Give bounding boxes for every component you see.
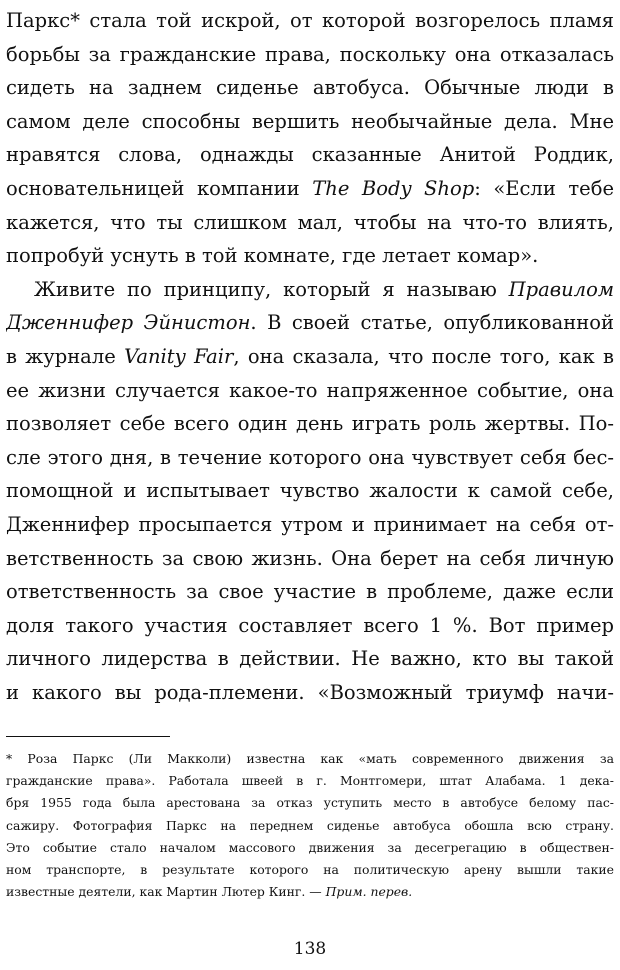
text-line: нравятся слова, однажды сказанные Анитой Роддик, [6, 143, 614, 167]
footnote-line: сажиру. Фотография Паркс на переднем сиденье автобуса обошла всю страну. [6, 817, 614, 833]
text-line: в журнале Vanity Fair, она сказала, что после того, как в [6, 344, 614, 368]
footnote-line: бря 1955 года была арестована за отказ уступить место в автобусе белому пас- [6, 795, 614, 811]
footnote-line: ном транспорте, в результате которого на политическую арену вышли такие [6, 861, 614, 877]
text-line: борьбы за гражданские права, поскольку она отказалась [6, 42, 614, 66]
text-line: Паркс* стала той искрой, от которой возгорелось пламя [6, 9, 614, 32]
footnote-divider [6, 736, 170, 737]
text-line: позволяет себе всего один день играть роль жертвы. По- [6, 412, 614, 436]
rule-name: Правилом [508, 277, 614, 301]
text-line: Живите по принципу, который я называю Правилом [34, 277, 614, 301]
text-line: ответственность за свое участие в проблеме, даже если [6, 580, 614, 604]
rule-name: Дженнифер Эйнистон [6, 311, 251, 335]
text-line: Дженнифер просыпается утром и принимает на себя от- [6, 512, 614, 536]
text-line: сидеть на заднем сиденье автобуса. Обычные люди в [6, 76, 614, 100]
footnote-line: гражданские права». Работала швеей в г. Монтгомери, штат Алабама. 1 дека- [6, 773, 614, 789]
text-line: ее жизни случается какое-то напряженное событие, она [6, 378, 614, 402]
footnote-line: * Роза Паркс (Ли Макколи) известна как «мать современного движения за [6, 751, 614, 766]
text-line: личного лидерства в действии. Не важно, кто вы такой [6, 647, 614, 671]
footnote [6, 748, 614, 903]
company-name: The Body Shop [312, 176, 475, 200]
text-line: кажется, что ты слишком мал, чтобы на что-то влиять, [6, 210, 614, 234]
text-line: ветственность за свою жизнь. Она берет на себя личную [6, 546, 614, 570]
main-text [6, 4, 614, 709]
text-line: попробуй уснуть в той комнате, где летает комар». [6, 244, 539, 268]
footnote-line: известные деятели, как Мартин Лютер Кинг. — Прим. перев. [6, 884, 413, 900]
page-number: 138 [293, 939, 327, 959]
text-line: Дженнифер Эйнистон. В своей статье, опубликованной [6, 311, 614, 335]
text-line: и какого вы рода-племени. «Возможный триумф начи- [6, 680, 614, 704]
text-line: сле этого дня, в течение которого она чувствует себя бес- [6, 445, 614, 469]
text-line: основательницей компании The Body Shop: «Если тебе [6, 176, 614, 200]
footnote-line: Это событие стало началом массового движения за десегрегацию в обществен- [6, 839, 614, 855]
text-line: самом деле способны вершить необычайные дела. Мне [6, 109, 614, 133]
text-line: помощной и испытывает чувство жалости к самой себе, [6, 479, 614, 503]
translator-note: Прим. перев. [325, 884, 413, 900]
magazine-name: Vanity Fair [124, 344, 234, 368]
text-line: доля такого участия составляет всего 1 %. Вот пример [6, 613, 614, 637]
